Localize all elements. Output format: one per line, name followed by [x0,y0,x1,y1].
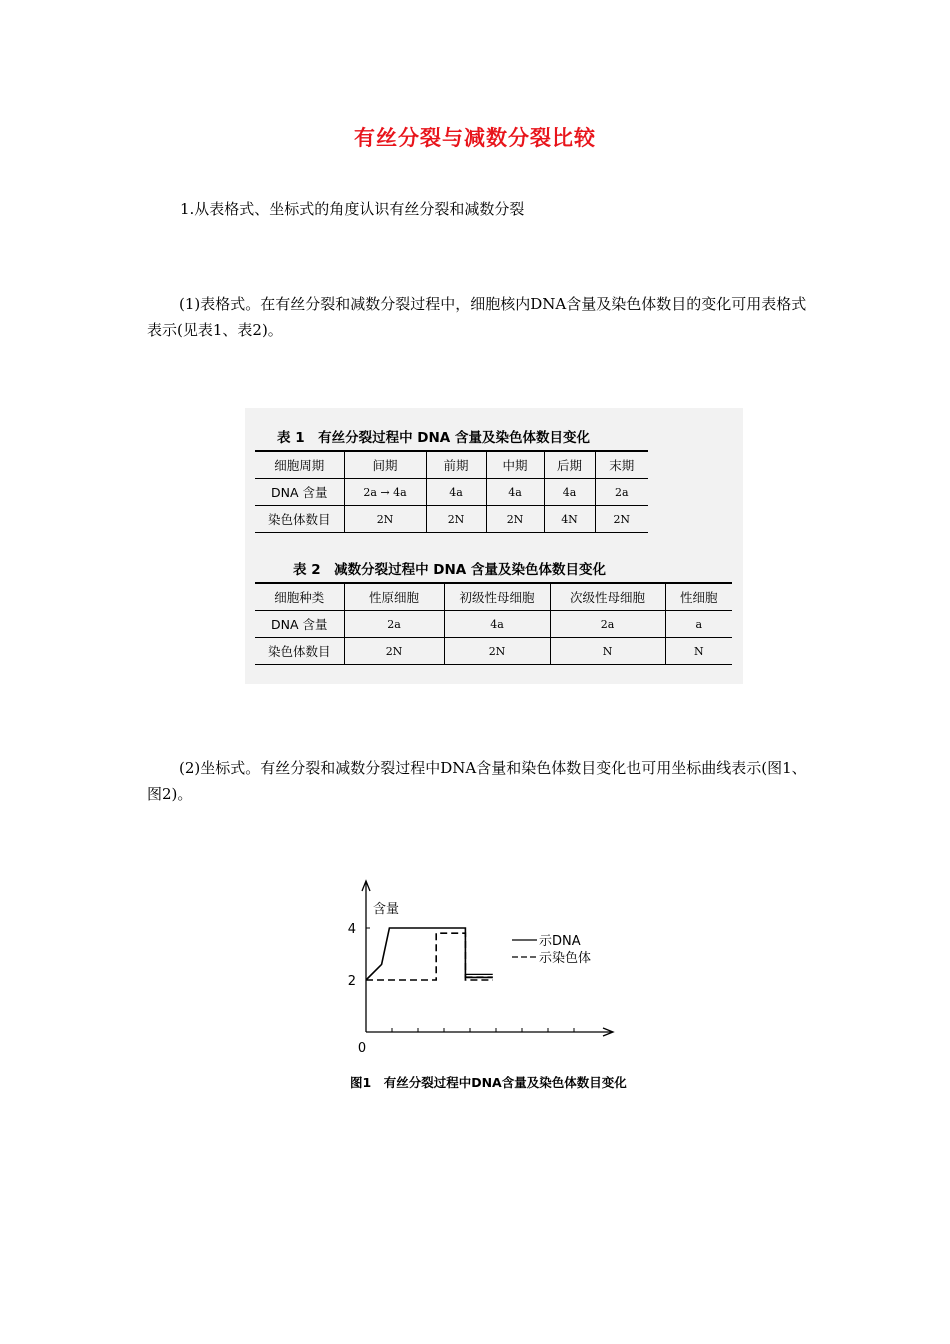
table1 [255,450,648,533]
paragraph-chart-intro: (2)坐标式。有丝分裂和减数分裂过程中DNA含量和染色体数目变化也可用坐标曲线表示(图1、图2)。 [147,759,807,803]
table2-header-row [255,583,732,611]
chart-legend [512,934,591,966]
table-row [255,479,648,506]
table-cell: N [665,638,732,665]
figure1-chart [330,875,660,1100]
table-cell: 染色体数目 [255,506,344,533]
table-cell: 染色体数目 [255,638,344,665]
page-title: 有丝分裂与减数分裂比较 [354,126,596,150]
table-row [255,638,732,665]
table-cell: DNA 含量 [255,479,344,506]
chart-series [366,928,493,980]
table-row [255,611,732,638]
legend-label: 示染色体 [539,951,592,966]
table-header-cell: 中期 [486,451,544,479]
table-cell: 4a [426,479,486,506]
table-header-cell: 末期 [595,451,648,479]
table-row [255,506,648,533]
table-cell: a [665,611,732,638]
table2-caption: 表 2 减数分裂过程中 DNA 含量及染色体数目变化 [293,562,606,578]
table-header-cell: 性原细胞 [344,583,444,611]
y-axis-label: 含量 [373,902,400,917]
series-line-dna [366,928,493,980]
y-tick-label: 2 [347,974,356,989]
paragraph-table-intro: (1)表格式。在有丝分裂和减数分裂过程中，细胞核内DNA含量及染色体数目的变化可用表格式表示(见表1、表2)。 [147,295,807,339]
table-cell: 2N [444,638,550,665]
table-cell: 4a [544,479,595,506]
series-line-chromosome [366,933,493,980]
chart-axes [348,881,613,1056]
table-header-cell: 性细胞 [665,583,732,611]
table-header-cell: 间期 [344,451,426,479]
table-cell: 2N [344,638,444,665]
table2 [255,582,732,665]
table-header-cell: 后期 [544,451,595,479]
table-cell: 2N [344,506,426,533]
table-cell: DNA 含量 [255,611,344,638]
table-cell: 2a [550,611,665,638]
table-cell: 4N [544,506,595,533]
table-cell: 2a [344,611,444,638]
tables-figure [245,408,743,684]
table-header-cell: 次级性母细胞 [550,583,665,611]
legend-label: 示DNA [539,934,581,949]
section-heading-text: 1.从表格式、坐标式的角度认识有丝分裂和减数分裂 [180,200,525,218]
table-cell: 2N [486,506,544,533]
table-header-cell: 初级性母细胞 [444,583,550,611]
table-cell: 4a [486,479,544,506]
table-cell: 2N [595,506,648,533]
table1-caption: 表 1 有丝分裂过程中 DNA 含量及染色体数目变化 [277,430,590,446]
table-header-cell: 前期 [426,451,486,479]
section-heading [147,196,807,222]
y-tick-label: 4 [347,922,356,937]
table1-header-row [255,451,648,479]
table-cell: 2a [595,479,648,506]
table-cell: 2N [426,506,486,533]
table-cell: N [550,638,665,665]
table-cell: 2a → 4a [344,479,426,506]
figure1-caption: 图1 有丝分裂过程中DNA含量及染色体数目变化 [350,1075,627,1090]
table-header-cell: 细胞种类 [255,583,344,611]
table-cell: 4a [444,611,550,638]
table-header-cell: 细胞周期 [255,451,344,479]
origin-label: 0 [357,1041,367,1056]
